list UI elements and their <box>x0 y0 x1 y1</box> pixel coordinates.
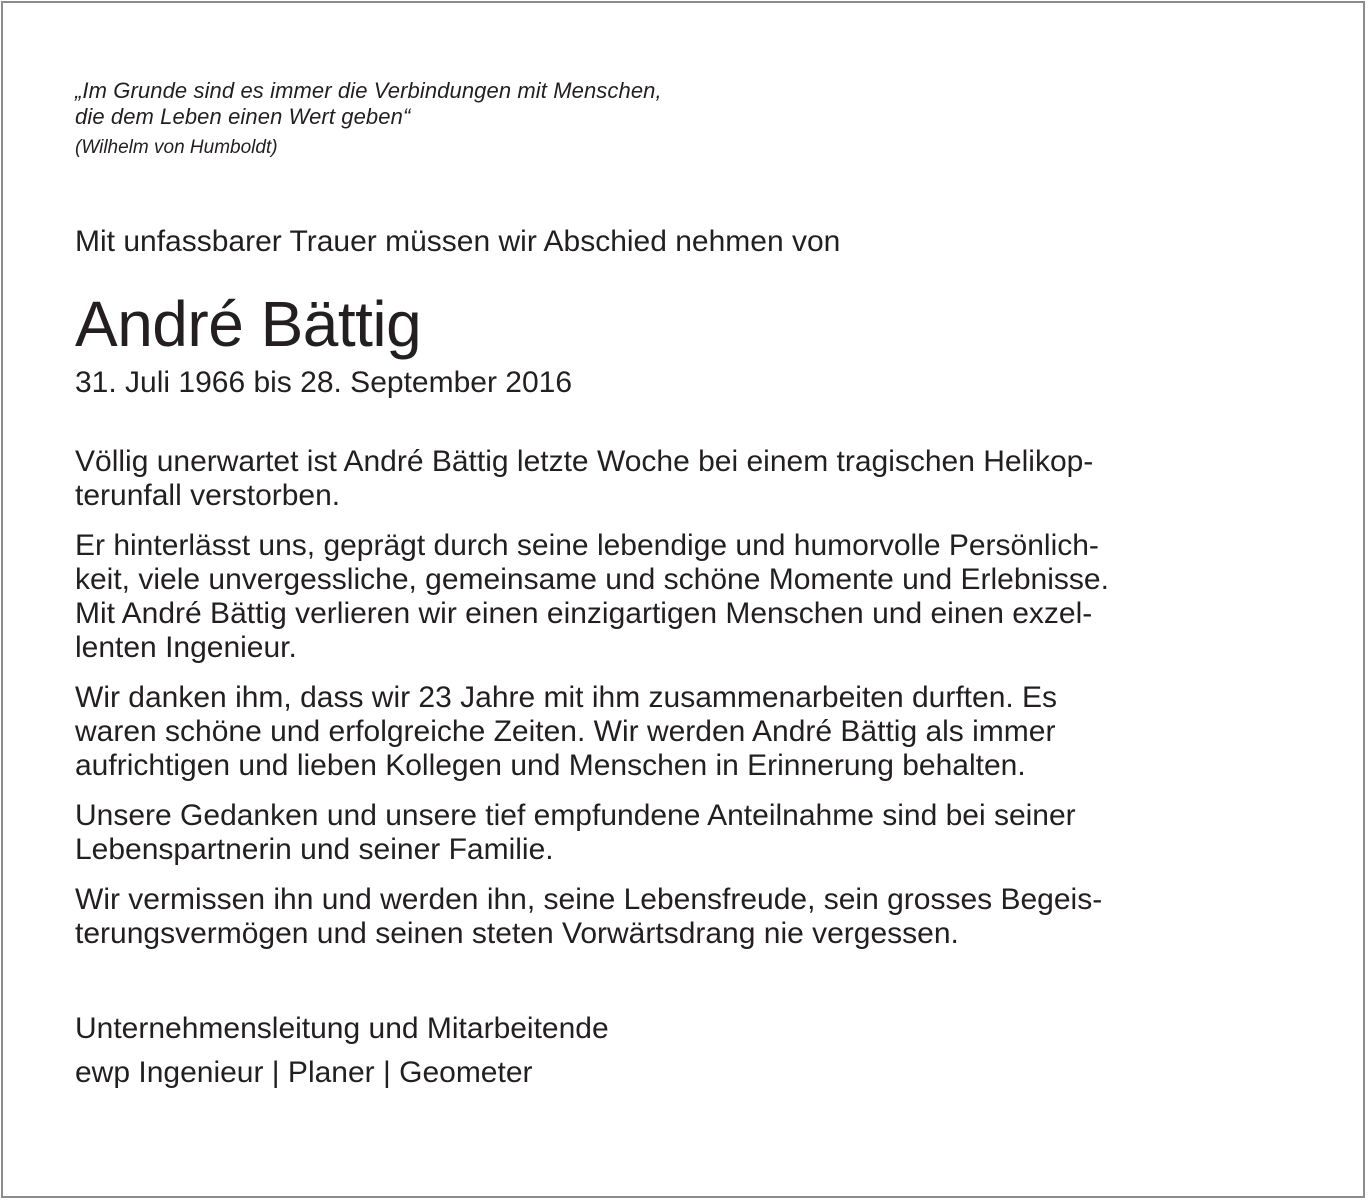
paragraph-line: Wir vermissen ihn und werden ihn, seine Lebensfreude, sein grosses Begeis- <box>75 883 1103 916</box>
quote-author: (Wilhelm von Humboldt) <box>75 137 278 158</box>
signature-line-1: Unternehmensleitung und Mitarbeitende <box>75 1012 609 1045</box>
paragraph-line: lenten Ingenieur. <box>75 631 297 664</box>
signature-line-2: ewp Ingenieur | Planer | Geometer <box>75 1056 533 1089</box>
paragraph-2 <box>75 529 1305 665</box>
paragraph-3 <box>75 681 1305 783</box>
quote-line-2: die dem Leben einen Wert geben“ <box>75 104 411 129</box>
paragraph-line: aufrichtigen und lieben Kollegen und Menschen in Erinnerung behalten. <box>75 749 1026 782</box>
quote-line-1: „Im Grunde sind es immer die Verbindungen mit Menschen, <box>75 78 662 103</box>
obituary-notice <box>75 78 1305 1095</box>
notice-body <box>75 445 1305 951</box>
paragraph-4 <box>75 799 1305 867</box>
signature-block <box>75 1007 1305 1095</box>
epigraph-quote <box>75 78 1305 130</box>
paragraph-line: Völlig unerwartet ist André Bättig letzte Woche bei einem tragischen Helikop- <box>75 445 1094 478</box>
paragraph-line: waren schöne und erfolgreiche Zeiten. Wir werden André Bättig als immer <box>75 715 1056 748</box>
paragraph-line: terunfall verstorben. <box>75 479 341 512</box>
paragraph-1 <box>75 445 1305 513</box>
paragraph-line: Lebenspartnerin und seiner Familie. <box>75 833 554 866</box>
life-dates: 31. Juli 1966 bis 28. September 2016 <box>75 366 573 399</box>
paragraph-5 <box>75 883 1305 951</box>
paragraph-line: Er hinterlässt uns, geprägt durch seine lebendige und humorvolle Persönlich- <box>75 529 1099 562</box>
paragraph-line: Wir danken ihm, dass wir 23 Jahre mit ihm zusammenarbeiten durften. Es <box>75 681 1058 714</box>
paragraph-line: Mit André Bättig verlieren wir einen einzigartigen Menschen und einen exzel- <box>75 597 1093 630</box>
paragraph-line: Unsere Gedanken und unsere tief empfundene Anteilnahme sind bei seiner <box>75 799 1076 832</box>
intro-line: Mit unfassbarer Trauer müssen wir Abschied nehmen von <box>75 225 841 258</box>
paragraph-line: keit, viele unvergessliche, gemeinsame und schöne Momente und Erlebnisse. <box>75 563 1109 596</box>
deceased-name: André Bättig <box>75 288 422 360</box>
paragraph-line: terungsvermögen und seinen steten Vorwärtsdrang nie vergessen. <box>75 917 959 950</box>
